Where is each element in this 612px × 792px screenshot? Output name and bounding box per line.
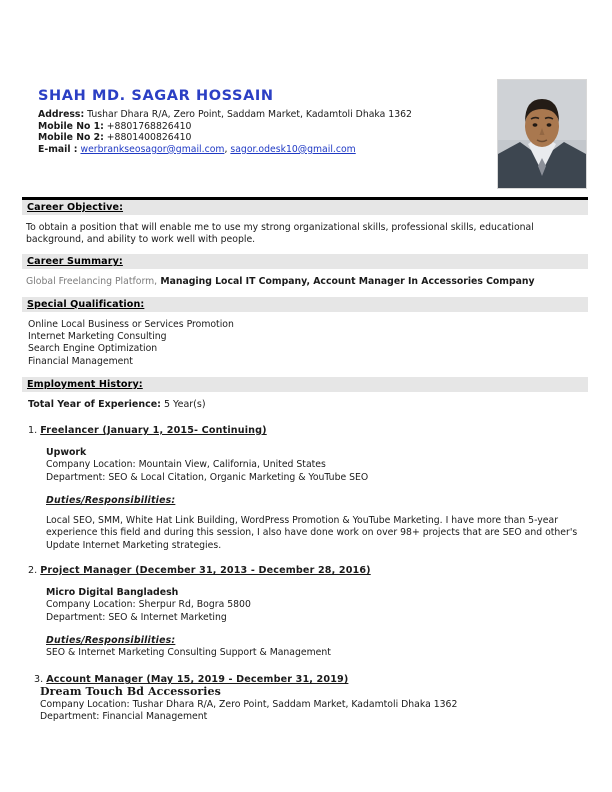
mobile1-label: Mobile No 1: xyxy=(38,120,104,132)
portrait-illustration xyxy=(498,80,586,188)
employment-entry-heading xyxy=(28,564,588,577)
company-location-value: Sherpur Rd, Bogra 5800 xyxy=(135,599,251,611)
resume-header xyxy=(0,88,612,194)
duties-text: Local SEO, SMM, White Hat Link Building, WordPress Promotion & YouTube Marketing. I have more than 5-year experience this field and during this session, I also have done work on over 98+ projects that are SEO and other's Update Internet Marketing strategies. xyxy=(46,514,578,551)
address-value: Tushar Dhara R/A, Zero Point, Saddam Market, Kadamtoli Dhaka 1362 xyxy=(84,109,412,120)
company-location xyxy=(46,599,588,611)
section-header-employment-history xyxy=(22,377,588,392)
section-title: Career Objective: xyxy=(27,202,124,213)
company-name: Dream Touch Bd Accessories xyxy=(40,685,221,699)
department-value: SEO & Internet Marketing xyxy=(105,611,227,623)
list-item: Internet Marketing Consulting xyxy=(28,330,167,342)
department-label: Department: xyxy=(40,710,100,722)
mobile2-value: +8801400826410 xyxy=(103,132,192,144)
page-title: SHAH MD. SAGAR HOSSAIN xyxy=(38,88,274,104)
employment-entry-details xyxy=(28,447,588,552)
company-location xyxy=(46,459,588,471)
list-item: Online Local Business or Services Promotion xyxy=(28,318,234,330)
company-location-label: Company Location: xyxy=(46,459,136,471)
career-summary-text xyxy=(22,269,588,296)
company-location xyxy=(40,699,588,711)
company-location-label: Company Location: xyxy=(40,698,130,710)
department-value: Financial Management xyxy=(99,710,208,722)
employment-entry-heading xyxy=(28,424,588,437)
mobile1-line xyxy=(38,121,412,133)
email-link-secondary[interactable]: sagor.odesk10@gmail.com xyxy=(230,143,356,155)
entry-title: Account Manager (May 15, 2019 - December 31, 2019) xyxy=(46,674,349,686)
employment-entry-details xyxy=(28,587,588,659)
department-value: SEO & Local Citation, Organic Marketing & YouTube SEO xyxy=(105,471,369,483)
duties-text: SEO & Internet Marketing Consulting Support & Management xyxy=(46,646,331,658)
duties-label: Duties/Responsibilities: xyxy=(46,634,176,646)
entry-number: 3. xyxy=(34,674,44,686)
total-experience xyxy=(22,392,588,412)
email-link-primary[interactable]: werbrankseosagor@gmail.com xyxy=(80,143,225,155)
section-title: Special Qualification: xyxy=(27,298,145,310)
entry-title: Freelancer (January 1, 2015- Continuing) xyxy=(40,424,267,436)
header-contact-block xyxy=(38,88,412,155)
special-qualification-list xyxy=(22,312,588,377)
section-header-career-summary xyxy=(22,254,588,269)
section-title: Employment History: xyxy=(27,378,143,390)
section-title: Career Summary: xyxy=(27,256,123,268)
entry-number: 2. xyxy=(28,564,38,576)
entry-number: 1. xyxy=(28,424,38,436)
career-summary-rest: Managing Local IT Company, Account Manager In Accessories Company xyxy=(157,276,535,288)
company-name: Upwork xyxy=(46,446,87,458)
section-header-career-objective xyxy=(22,200,588,215)
department xyxy=(46,472,588,484)
department-label: Department: xyxy=(46,471,106,483)
duties-label: Duties/Responsibilities: xyxy=(46,494,176,506)
mobile1-value: +8801768826410 xyxy=(103,120,192,132)
address-label: Address: xyxy=(38,109,85,120)
department-label: Department: xyxy=(46,611,106,623)
list-item: Search Engine Optimization xyxy=(28,343,158,355)
profile-photo xyxy=(497,79,587,189)
company-name: Micro Digital Bangladesh xyxy=(46,586,179,598)
employment-entry xyxy=(22,673,588,723)
address-line xyxy=(38,109,412,121)
total-experience-value: 5 Year(s) xyxy=(160,398,206,410)
employment-entry xyxy=(22,424,588,552)
career-objective-text: To obtain a position that will enable me to use my strong organizational skills, professional skills, educational background, and ability to work well with people. xyxy=(26,222,534,246)
company-location-value: Tushar Dhara R/A, Zero Point, Saddam Market, Kadamtoli Dhaka 1362 xyxy=(129,698,458,710)
employment-entry xyxy=(22,564,588,659)
email-separator: , xyxy=(224,143,231,155)
mobile2-line xyxy=(38,132,412,144)
email-line xyxy=(38,144,412,156)
list-item: Financial Management xyxy=(28,355,133,367)
section-header-special-qualification xyxy=(22,297,588,312)
employment-entry-details xyxy=(28,686,588,723)
mobile2-label: Mobile No 2: xyxy=(38,132,104,144)
career-summary-lead: Global Freelancing Platform, xyxy=(26,276,158,288)
entry-title: Project Manager (December 31, 2013 - December 28, 2016) xyxy=(40,564,371,576)
company-location-value: Mountain View, California, United States xyxy=(135,459,326,471)
department xyxy=(40,711,588,723)
total-experience-label: Total Year of Experience: xyxy=(28,398,161,410)
resume-body xyxy=(22,200,588,723)
email-label: E-mail : xyxy=(38,143,78,155)
company-location-label: Company Location: xyxy=(46,599,136,611)
department xyxy=(46,612,588,624)
